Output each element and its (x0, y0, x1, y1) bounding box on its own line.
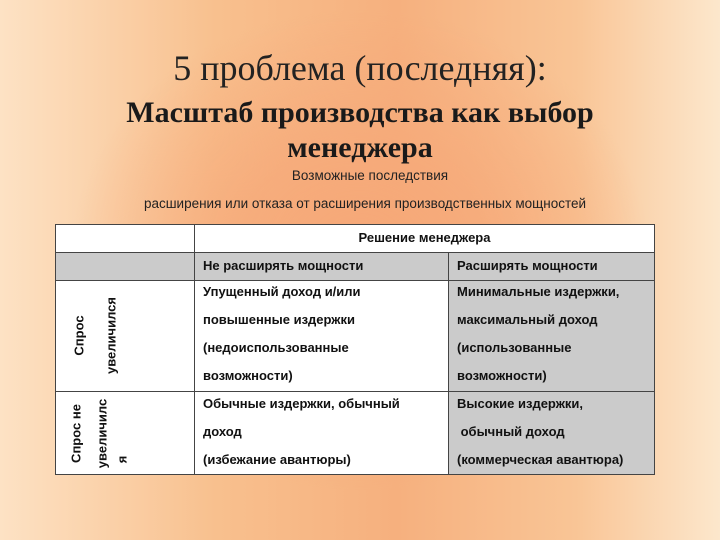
row1-col2-line3: (использованные (457, 340, 572, 355)
row1-col1-line4: возможности) (203, 368, 293, 383)
subtitle-line-1: Масштаб производства как выбор (126, 96, 594, 129)
row1-col2-line2: максимальный доход (457, 312, 598, 327)
row2-col2-cell (448, 391, 655, 475)
subtitle-line-2: менеджера (287, 131, 433, 164)
row2-col2-line3: (коммерческая авантюра) (457, 452, 624, 467)
blank-cell-second (55, 252, 195, 281)
col2-header: Расширять мощности (457, 258, 598, 273)
slide-subtitle (100, 95, 620, 165)
row1-label-a: Спрос (71, 315, 87, 356)
row1-label-b: увеличился (103, 297, 119, 374)
row1-col1-cell (194, 280, 449, 392)
row1-col2-cell (448, 280, 655, 392)
col2-header-cell (448, 252, 655, 281)
row2-label-c: я (114, 455, 130, 464)
decision-header-cell (194, 224, 655, 253)
row2-col2-line1: Высокие издержки, (457, 396, 584, 411)
row2-label-b: увеличилс (94, 398, 110, 469)
row2-col1-line3: (избежание авантюры) (203, 452, 351, 467)
row1-col2-line1: Минимальные издержки, (457, 284, 620, 299)
row2-col1-cell (194, 391, 449, 475)
row2-col2-line2: обычный доход (457, 424, 565, 439)
row1-col1-line2: повышенные издержки (203, 312, 356, 327)
caption-line-1: Возможные последствия (291, 168, 449, 183)
decision-header: Решение менеджера (358, 230, 491, 245)
row1-col2-line4: возможности) (457, 368, 547, 383)
blank-cell-top (55, 224, 195, 253)
col1-header-cell (194, 252, 449, 281)
row2-col1-line2: доход (203, 424, 242, 439)
col1-header: Не расширять мощности (203, 258, 364, 273)
slide-title: 5 проблема (последняя): (173, 48, 547, 88)
row1-col1-line1: Упущенный доход и/или (203, 284, 361, 299)
row1-label-cell (55, 280, 195, 392)
caption-line-2: расширения или отказа от расширения производственных мощностей (143, 196, 587, 211)
row2-col1-line1: Обычные издержки, обычный (203, 396, 400, 411)
row2-label-cell (55, 391, 195, 475)
row1-col1-line3: (недоиспользованные (203, 340, 349, 355)
row2-label-a: Спрос не (68, 404, 84, 463)
